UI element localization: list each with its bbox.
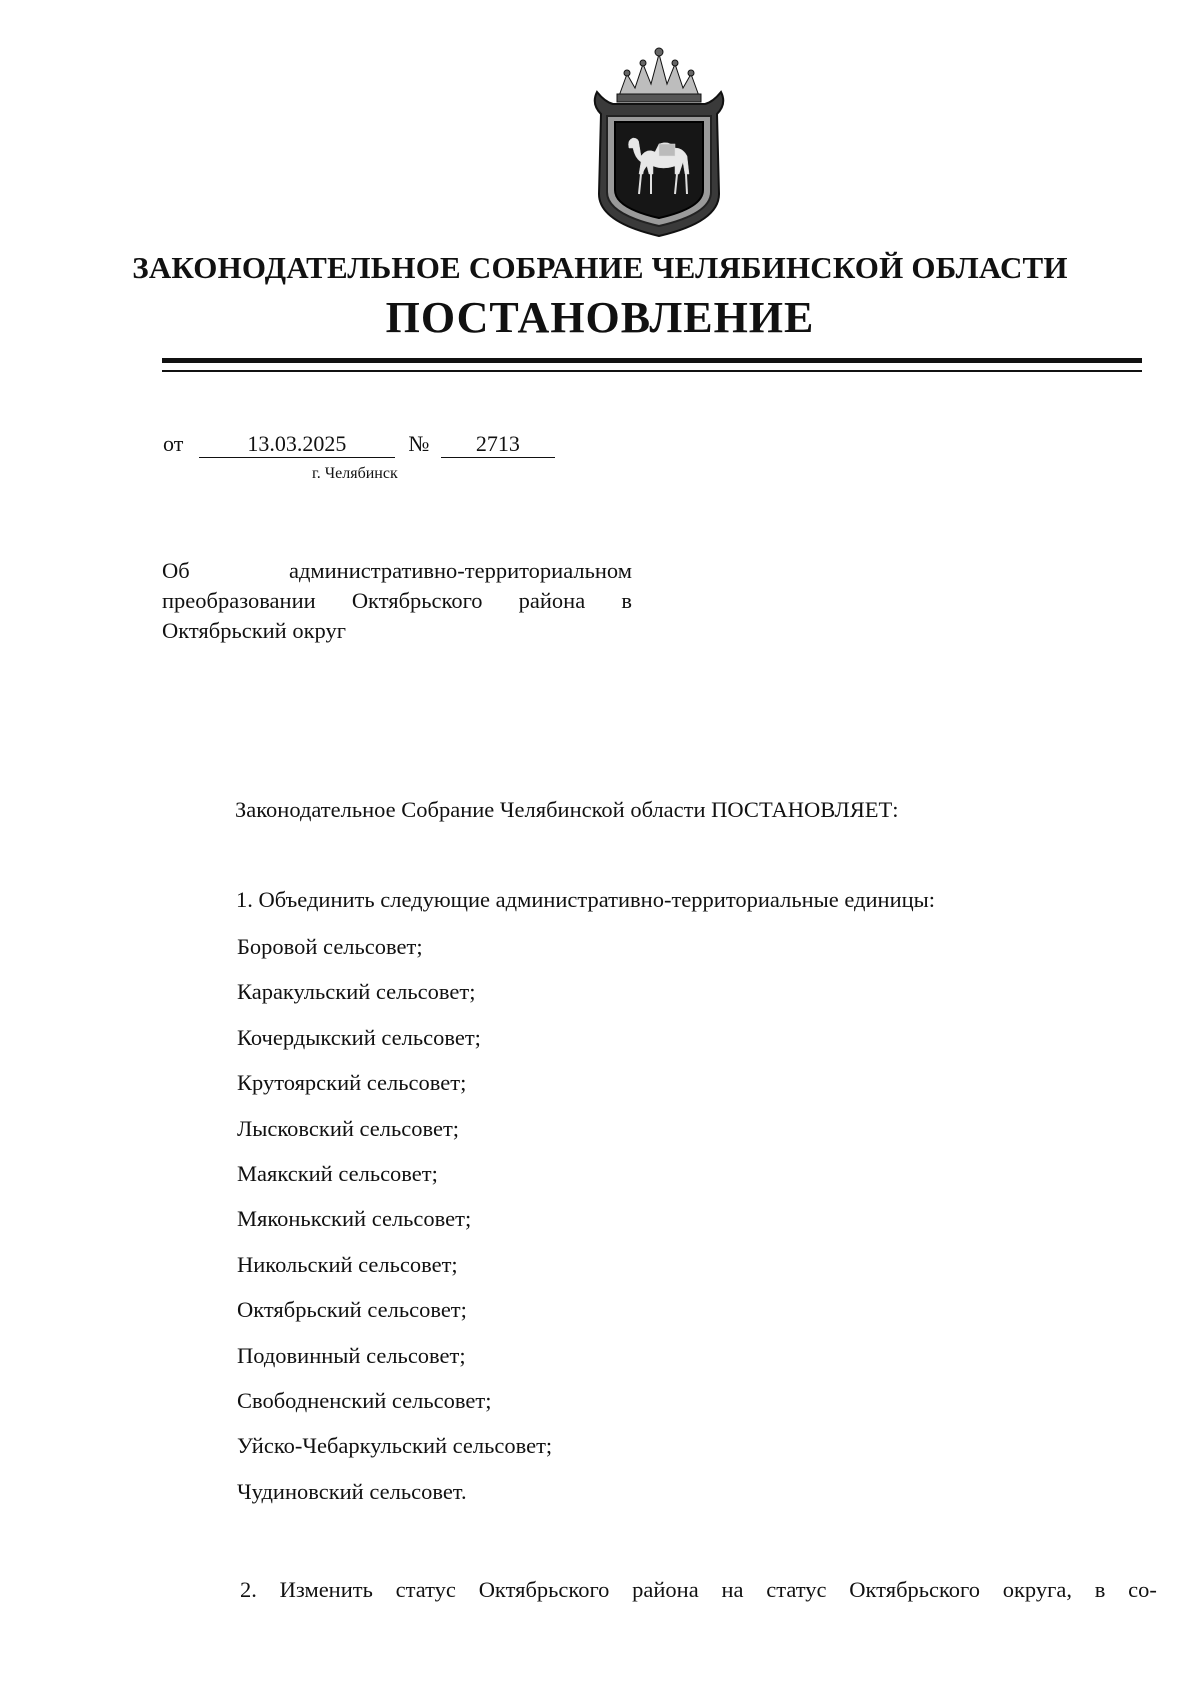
list-item: Подовинный сельсовет;: [237, 1342, 466, 1368]
list-item: Уйско-Чебаркульский сельсовет;: [237, 1433, 553, 1459]
header-rule-thick: [162, 358, 1142, 363]
document-date: 13.03.2025: [199, 431, 395, 458]
list-item: Мяконькский сельсовет;: [237, 1206, 472, 1232]
city: г. Челябинск: [312, 465, 398, 482]
from-label: от: [163, 431, 184, 456]
list-item: Маякский сельсовет;: [237, 1160, 438, 1186]
subject-line-3: Октябрьский округ: [162, 618, 346, 643]
document-number: 2713: [441, 431, 555, 458]
preamble: Законодательное Собрание Челябинской области ПОСТАНОВЛЯЕТ:: [235, 797, 899, 822]
coat-of-arms-icon: [583, 44, 735, 240]
list-item: Кочердыкский сельсовет;: [237, 1024, 481, 1050]
subject-line-1: Об административно-территориальном: [162, 558, 632, 583]
list-item: Свободненский сельсовет;: [237, 1387, 492, 1413]
document-subject: [162, 556, 632, 646]
organization-title: ЗАКОНОДАТЕЛЬНОЕ СОБРАНИЕ ЧЕЛЯБИНСКОЙ ОБЛАСТИ: [132, 250, 1068, 285]
list-item: Лысковский сельсовет;: [237, 1115, 460, 1141]
subject-line-2: преобразовании Октябрьского района в: [162, 588, 632, 613]
registration-line: [163, 431, 555, 458]
list-item: Чудиновский сельсовет.: [237, 1478, 467, 1504]
list-item: Боровой сельсовет;: [237, 934, 423, 959]
item-2: 2. Изменить статус Октябрьского района на статус Октябрьского округа, в со-: [240, 1577, 1157, 1602]
list-item: Каракульский сельсовет;: [237, 979, 476, 1005]
units-list: [237, 932, 552, 1522]
list-item: Октябрьский сельсовет;: [237, 1297, 467, 1323]
item-1: 1. Объединить следующие административно-территориальные единицы:: [236, 887, 936, 912]
number-label: №: [408, 431, 430, 456]
list-item: Крутоярский сельсовет;: [237, 1070, 467, 1096]
list-item: Никольский сельсовет;: [237, 1251, 458, 1277]
header-rule-thin: [162, 370, 1142, 372]
document-type: ПОСТАНОВЛЕНИЕ: [385, 293, 815, 342]
